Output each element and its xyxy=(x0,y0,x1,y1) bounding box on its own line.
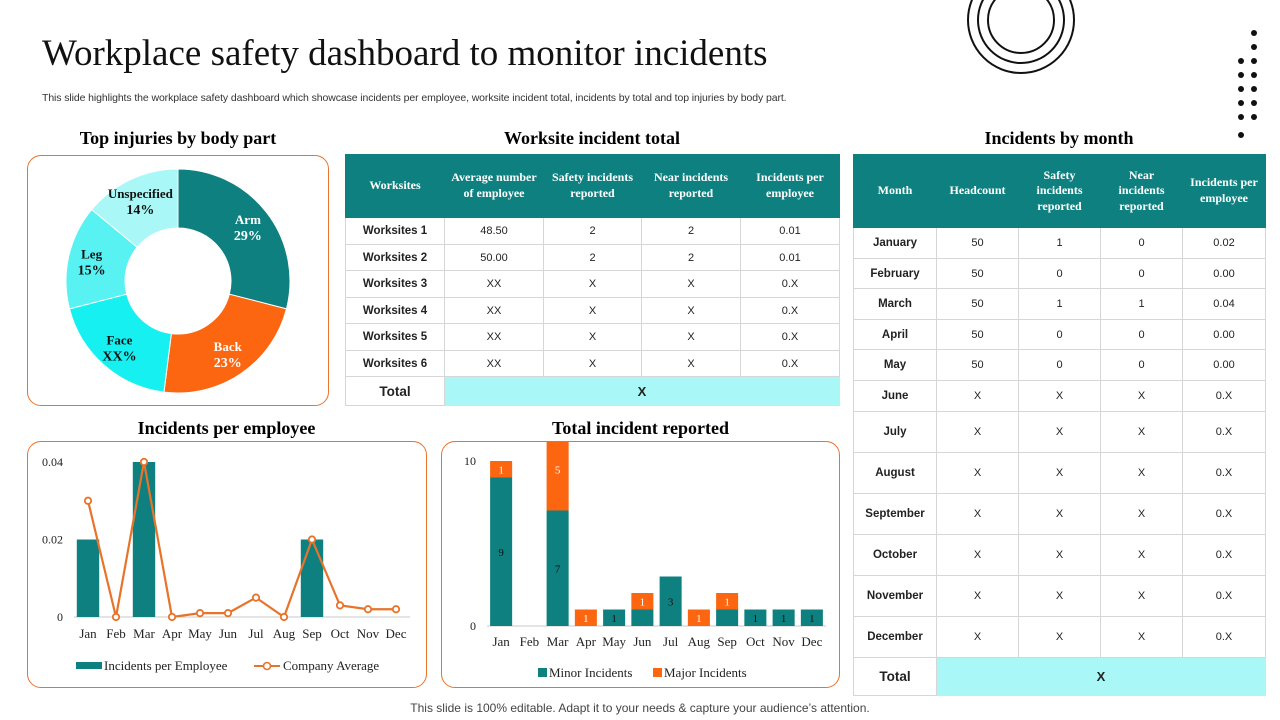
slice-label-unspecified: Unspecified xyxy=(107,185,173,201)
worksite-col-avg-employee: Average number of employee xyxy=(445,155,544,218)
monthly-cell: May xyxy=(854,350,937,381)
slice-label-leg: Leg xyxy=(81,246,103,262)
y-tick-label: 0 xyxy=(470,619,476,633)
monthly-cell: December xyxy=(854,617,937,658)
monthly-row xyxy=(854,453,1266,494)
page-subtitle: This slide highlights the workplace safety dashboard which showcase incidents per employee, worksite incident total, incidents by total and top injuries by body part. xyxy=(42,92,787,104)
monthly-cell: 0.X xyxy=(1183,381,1266,412)
slice-value-face: XX% xyxy=(102,349,137,365)
worksite-cell: X xyxy=(544,351,642,377)
monthly-col-month: Month xyxy=(854,155,937,228)
monthly-cell: X xyxy=(1019,494,1101,535)
x-tick-label: May xyxy=(602,634,627,649)
monthly-cell: X xyxy=(937,381,1019,412)
y-tick-label: 0.04 xyxy=(42,455,63,469)
slice-value-arm: 29% xyxy=(233,228,262,244)
line-point-jun xyxy=(225,610,231,616)
monthly-row xyxy=(854,350,1266,381)
monthly-cell: X xyxy=(937,453,1019,494)
y-tick-label: 0.02 xyxy=(42,532,63,547)
monthly-cell: September xyxy=(854,494,937,535)
x-tick-label: May xyxy=(188,626,212,641)
worksite-cell: Worksites 6 xyxy=(346,351,445,377)
monthly-row xyxy=(854,412,1266,453)
monthly-cell: 50 xyxy=(937,259,1019,289)
worksite-cell: XX xyxy=(445,271,544,298)
worksite-total-label: Total xyxy=(346,377,445,406)
monthly-cell: January xyxy=(854,228,937,259)
monthly-cell: June xyxy=(854,381,937,412)
monthly-cell: X xyxy=(1019,576,1101,617)
worksite-cell: X xyxy=(544,271,642,298)
worksite-cell: 0.X xyxy=(741,271,840,298)
monthly-cell: X xyxy=(937,535,1019,576)
total-reported-chart xyxy=(442,442,839,686)
slice-value-unspecified: 14% xyxy=(126,202,155,218)
monthly-cell: X xyxy=(937,576,1019,617)
slice-label-back: Back xyxy=(213,339,242,355)
worksite-cell: 2 xyxy=(642,245,741,271)
worksite-cell: Worksites 2 xyxy=(346,245,445,271)
data-label: 1 xyxy=(696,612,702,625)
line-point-aug xyxy=(281,614,287,620)
bar-major-incidents-mar xyxy=(547,442,569,511)
x-tick-label: Apr xyxy=(161,626,183,641)
worksite-cell: 0.01 xyxy=(741,245,840,271)
monthly-cell: X xyxy=(1101,617,1183,658)
x-tick-label: Jun xyxy=(218,626,238,641)
x-tick-label: Feb xyxy=(519,634,540,649)
x-tick-label: Dec xyxy=(801,634,823,649)
worksite-cell: Worksites 1 xyxy=(346,218,445,245)
data-label: 1 xyxy=(639,596,646,609)
worksite-row xyxy=(346,271,840,298)
monthly-cell: 0.X xyxy=(1183,494,1266,535)
worksite-col-safety-incidents: Safety incidents reported xyxy=(544,155,642,218)
bar-jan xyxy=(77,540,99,618)
x-tick-label: Mar xyxy=(133,626,155,641)
worksite-cell: 48.50 xyxy=(445,218,544,245)
worksite-cell: 2 xyxy=(642,218,741,245)
monthly-row xyxy=(854,617,1266,658)
body-part-donut-chart xyxy=(28,156,328,404)
data-label: 1 xyxy=(809,612,815,625)
x-tick-label: Sep xyxy=(302,626,322,641)
monthly-cell: X xyxy=(1101,381,1183,412)
line-point-may xyxy=(197,610,203,616)
monthly-cell: 0.X xyxy=(1183,453,1266,494)
monthly-col-headcount: Headcount xyxy=(937,155,1019,228)
worksite-cell: X xyxy=(642,324,741,351)
bar-sep xyxy=(301,540,323,618)
x-tick-label: Jun xyxy=(633,634,652,649)
monthly-cell: X xyxy=(1101,535,1183,576)
legend-swatch-marker xyxy=(264,663,271,670)
worksite-cell: 0.X xyxy=(741,298,840,324)
x-tick-label: Feb xyxy=(106,626,126,641)
line-point-oct xyxy=(337,602,343,608)
monthly-cell: October xyxy=(854,535,937,576)
x-tick-label: Nov xyxy=(356,626,380,641)
legend-label-bars: Incidents per Employee xyxy=(104,658,228,673)
monthly-total-label: Total xyxy=(854,658,937,696)
bar-mar xyxy=(133,462,155,617)
legend-label-major: Major Incidents xyxy=(664,665,747,680)
monthly-cell: 0.02 xyxy=(1183,228,1266,259)
line-point-jul xyxy=(253,594,259,600)
per-employee-chart xyxy=(28,442,426,686)
worksite-row xyxy=(346,218,840,245)
monthly-row xyxy=(854,228,1266,259)
monthly-cell: 0.04 xyxy=(1183,289,1266,320)
monthly-cell: 0 xyxy=(1101,228,1183,259)
legend-swatch-bars xyxy=(76,662,102,669)
per-employee-title: Incidents per employee xyxy=(137,418,316,438)
data-label: 9 xyxy=(498,546,504,559)
monthly-row xyxy=(854,494,1266,535)
monthly-row xyxy=(854,535,1266,576)
legend-label-minor: Minor Incidents xyxy=(549,665,633,680)
worksite-cell: 2 xyxy=(544,245,642,271)
worksite-cell: Worksites 5 xyxy=(346,324,445,351)
monthly-cell: 0 xyxy=(1019,259,1101,289)
worksite-col-worksites: Worksites xyxy=(346,155,445,218)
monthly-cell: 0.X xyxy=(1183,535,1266,576)
worksite-title: Worksite incident total xyxy=(504,128,680,148)
data-label: 5 xyxy=(554,464,561,477)
body-part-panel xyxy=(27,155,329,406)
worksite-cell: 2 xyxy=(544,218,642,245)
monthly-cell: 0 xyxy=(1101,320,1183,350)
monthly-cell: 0 xyxy=(1101,259,1183,289)
monthly-col-incidents-per-employee: Incidents per employee xyxy=(1183,155,1266,228)
x-tick-label: Mar xyxy=(546,634,569,649)
monthly-cell: X xyxy=(1019,412,1101,453)
monthly-cell: 50 xyxy=(937,350,1019,381)
monthly-cell: X xyxy=(937,617,1019,658)
monthly-row xyxy=(854,576,1266,617)
monthly-col-safety-incidents: Safety incidents reported xyxy=(1019,155,1101,228)
worksite-row xyxy=(346,245,840,271)
monthly-cell: X xyxy=(1101,576,1183,617)
worksite-cell: 50.00 xyxy=(445,245,544,271)
monthly-cell: 0.00 xyxy=(1183,350,1266,381)
line-point-jan xyxy=(85,498,91,504)
x-tick-label: Aug xyxy=(687,634,711,649)
x-tick-label: Jan xyxy=(79,626,97,641)
monthly-cell: August xyxy=(854,453,937,494)
worksite-cell: Worksites 4 xyxy=(346,298,445,324)
line-point-nov xyxy=(365,606,371,612)
monthly-cell: 0.X xyxy=(1183,412,1266,453)
monthly-cell: X xyxy=(1019,535,1101,576)
worksite-cell: XX xyxy=(445,324,544,351)
worksite-table xyxy=(345,154,840,406)
monthly-total-value: X xyxy=(937,658,1266,696)
legend-label-line: Company Average xyxy=(283,658,380,673)
x-tick-label: Aug xyxy=(272,626,296,641)
worksite-cell: X xyxy=(642,351,741,377)
total-reported-panel xyxy=(441,441,840,688)
monthly-cell: X xyxy=(1101,412,1183,453)
monthly-cell: 1 xyxy=(1019,228,1101,259)
legend-swatch-minor xyxy=(538,668,547,677)
monthly-col-near-incidents: Near incidents reported xyxy=(1101,155,1183,228)
monthly-cell: 0 xyxy=(1101,350,1183,381)
x-tick-label: Nov xyxy=(772,634,795,649)
worksite-cell: X xyxy=(642,298,741,324)
worksite-cell: 0.X xyxy=(741,324,840,351)
data-label: 1 xyxy=(498,464,504,477)
body-part-title: Top injuries by body part xyxy=(79,128,277,148)
monthly-table xyxy=(853,154,1266,696)
monthly-cell: July xyxy=(854,412,937,453)
x-tick-label: Dec xyxy=(385,626,407,641)
worksite-col-incidents-per-employee: Incidents per employee xyxy=(741,155,840,218)
worksite-row xyxy=(346,324,840,351)
monthly-row xyxy=(854,289,1266,320)
monthly-cell: February xyxy=(854,259,937,289)
total-reported-title: Total incident reported xyxy=(551,418,729,438)
monthly-cell: X xyxy=(1101,494,1183,535)
data-label: 1 xyxy=(724,596,730,609)
bar-minor-incidents-jun xyxy=(631,610,653,627)
monthly-cell: 1 xyxy=(1019,289,1101,320)
monthly-cell: 0.00 xyxy=(1183,320,1266,350)
line-point-sep xyxy=(309,536,315,542)
worksite-cell: XX xyxy=(445,298,544,324)
x-tick-label: Oct xyxy=(745,634,765,649)
x-tick-label: Oct xyxy=(330,626,350,641)
x-tick-label: Jul xyxy=(248,626,264,641)
concentric-circles-decoration xyxy=(960,0,1084,84)
monthly-cell: 50 xyxy=(937,228,1019,259)
monthly-cell: 0.00 xyxy=(1183,259,1266,289)
worksite-cell: Worksites 3 xyxy=(346,271,445,298)
worksite-total-value: X xyxy=(445,377,840,406)
monthly-cell: 0.X xyxy=(1183,576,1266,617)
line-point-mar xyxy=(141,459,147,465)
worksite-col-near-incidents: Near incidents reported xyxy=(642,155,741,218)
data-label: 1 xyxy=(611,612,617,625)
worksite-cell: XX xyxy=(445,351,544,377)
y-tick-label: 0 xyxy=(57,610,63,624)
worksite-cell: 0.X xyxy=(741,351,840,377)
monthly-cell: 1 xyxy=(1101,289,1183,320)
data-label: 3 xyxy=(667,596,674,609)
slice-label-arm: Arm xyxy=(234,211,261,227)
x-tick-label: Apr xyxy=(575,634,596,649)
monthly-cell: April xyxy=(854,320,937,350)
slice-value-leg: 15% xyxy=(77,263,106,279)
monthly-row xyxy=(854,259,1266,289)
x-tick-label: Jan xyxy=(492,634,510,649)
page-title: Workplace safety dashboard to monitor incidents xyxy=(42,33,768,74)
monthly-cell: 50 xyxy=(937,320,1019,350)
monthly-cell: 0 xyxy=(1019,320,1101,350)
worksite-cell: X xyxy=(544,324,642,351)
monthly-cell: 0.X xyxy=(1183,617,1266,658)
monthly-cell: X xyxy=(1019,617,1101,658)
monthly-cell: March xyxy=(854,289,937,320)
worksite-row xyxy=(346,351,840,377)
x-tick-label: Sep xyxy=(717,634,737,649)
x-tick-label: Jul xyxy=(663,634,679,649)
slice-value-back: 23% xyxy=(213,356,242,372)
monthly-row xyxy=(854,381,1266,412)
monthly-cell: X xyxy=(1019,381,1101,412)
worksite-cell: X xyxy=(642,271,741,298)
worksite-cell: 0.01 xyxy=(741,218,840,245)
footer-note: This slide is 100% editable. Adapt it to your needs & capture your audience’s attention. xyxy=(410,701,870,715)
data-label: 1 xyxy=(780,612,787,625)
monthly-cell: X xyxy=(1101,453,1183,494)
line-point-apr xyxy=(169,614,175,620)
data-label: 1 xyxy=(583,612,589,625)
line-point-feb xyxy=(113,614,119,620)
worksite-cell: X xyxy=(544,298,642,324)
y-tick-label: 10 xyxy=(464,454,476,468)
data-label: 7 xyxy=(554,563,561,576)
monthly-cell: X xyxy=(937,494,1019,535)
bar-minor-incidents-sep xyxy=(716,610,738,627)
monthly-row xyxy=(854,320,1266,350)
monthly-cell: 0 xyxy=(1019,350,1101,381)
per-employee-panel xyxy=(27,441,427,688)
line-point-dec xyxy=(393,606,399,612)
monthly-title: Incidents by month xyxy=(984,128,1134,148)
worksite-row xyxy=(346,298,840,324)
slice-label-face: Face xyxy=(106,332,133,348)
monthly-cell: X xyxy=(937,412,1019,453)
monthly-cell: November xyxy=(854,576,937,617)
monthly-cell: X xyxy=(1019,453,1101,494)
data-label: 1 xyxy=(752,612,759,625)
monthly-cell: 50 xyxy=(937,289,1019,320)
legend-swatch-major xyxy=(653,668,662,677)
